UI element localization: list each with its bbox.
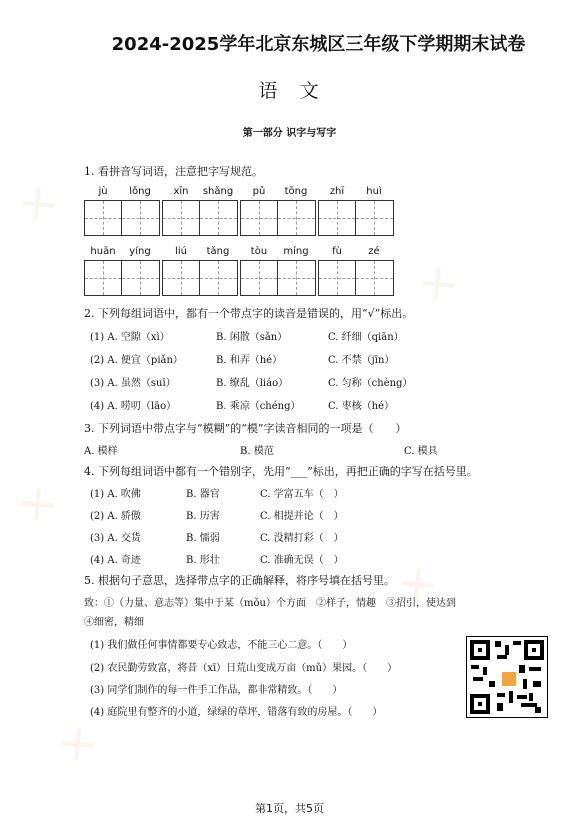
writing-grid[interactable]: [318, 200, 394, 236]
pinyin: zhī: [329, 186, 345, 197]
q5-item[interactable]: (2) 农民勤劳致富，将昔（xī）日荒山变成万亩（mǔ）果园。（ ）: [90, 663, 398, 674]
q4-option[interactable]: C. 准确无误（ ）: [260, 555, 344, 566]
q4-option[interactable]: B. 历害: [186, 511, 220, 522]
pinyin: jù: [98, 186, 108, 197]
pinyin: huì: [366, 186, 382, 197]
q3-option[interactable]: A. 模样: [84, 446, 118, 457]
question-5-stem: 5. 根据句子意思，选择带点字的正确解释，将序号填在括号里。: [84, 574, 395, 587]
pinyin: fù: [332, 246, 342, 257]
page-footer: 第1页，共5页: [255, 802, 324, 815]
watermark-logo: ✕: [7, 174, 69, 237]
pinyin: shǎng: [202, 186, 234, 197]
pinyin: tōng: [284, 186, 308, 197]
q2-option[interactable]: (3) A. 虽然（suī）: [90, 378, 176, 389]
pinyin: tòu: [250, 246, 268, 257]
writing-grid[interactable]: [84, 200, 160, 236]
writing-grid[interactable]: [162, 260, 238, 296]
pinyin: liú: [175, 246, 187, 257]
q2-option[interactable]: C. 枣核（hé）: [328, 401, 395, 412]
watermark-logo: ✕: [387, 554, 449, 617]
pinyin: pǔ: [252, 186, 266, 197]
watermark-logo: ✕: [407, 254, 469, 317]
q2-option[interactable]: B. 闲散（sǎn）: [216, 332, 288, 343]
pinyin: yíng: [129, 246, 151, 257]
q2-option[interactable]: C. 不禁（jīn）: [328, 355, 395, 366]
definition-line: 致：①（力量、意志等）集中于某（mǒu）个方面 ②样子，情趣 ③招引，使达到: [84, 598, 456, 609]
qr-code-icon[interactable]: [466, 636, 548, 718]
pinyin: huān: [90, 246, 116, 257]
q4-option[interactable]: B. 形壮: [186, 555, 220, 566]
q2-option[interactable]: C. 匀称（chèng）: [328, 378, 413, 389]
q4-option[interactable]: C. 没精打彩（ ）: [260, 533, 344, 544]
q2-option[interactable]: (4) A. 唠叨（lāo）: [90, 401, 177, 412]
q4-option[interactable]: (4) A. 奇迹: [90, 555, 141, 566]
q4-option[interactable]: C. 相提并论（ ）: [260, 511, 344, 522]
watermark-logo: ✕: [7, 474, 69, 537]
q2-option[interactable]: (2) A. 便宜（piǎn）: [90, 355, 183, 366]
q2-option[interactable]: (1) A. 空隙（xì）: [90, 332, 170, 343]
pinyin: míng: [283, 246, 309, 257]
definition-line: ④细密，精细: [84, 617, 144, 628]
pinyin: lǒng: [129, 186, 151, 197]
q2-option[interactable]: B. 乘凉（chéng）: [216, 401, 301, 412]
q4-option[interactable]: (1) A. 吹佛: [90, 489, 141, 500]
q5-item[interactable]: (3) 同学们制作的每一件手工作品，都非常精致。（ ）: [90, 685, 343, 696]
q5-item[interactable]: (4) 庭院里有整齐的小道，绿绿的草坪，错落有致的房屋。（ ）: [90, 707, 383, 718]
watermark-logo: ✕: [47, 714, 109, 777]
question-4-stem: 4. 下列每组词语中都有一个错别字，先用“___”标出，再把正确的字写在括号里。: [84, 465, 478, 478]
question-1-stem: 1. 看拼音写词语，注意把字写规范。: [84, 165, 263, 178]
q5-item[interactable]: (1) 我们做任何事情都要专心致志，不能三心二意。（ ）: [90, 640, 353, 651]
q4-option[interactable]: C. 学富五车（ ）: [260, 489, 344, 500]
writing-grid[interactable]: [162, 200, 238, 236]
writing-grid[interactable]: [318, 260, 394, 296]
q4-option[interactable]: B. 懦弱: [186, 533, 220, 544]
q4-option[interactable]: B. 器官: [186, 489, 220, 500]
q2-option[interactable]: B. 和弄（hé）: [216, 355, 283, 366]
writing-grid[interactable]: [84, 260, 160, 296]
section-heading: 第一部分 识字与写字: [242, 128, 337, 139]
q2-option[interactable]: B. 缭乱（liáo）: [216, 378, 289, 389]
q3-option[interactable]: B. 模范: [240, 446, 274, 457]
writing-grid[interactable]: [240, 200, 316, 236]
question-3-stem: 3. 下列词语中带点字与“模糊”的“模”字读音相同的一项是（ ）: [84, 422, 407, 435]
exam-title: 2024-2025学年北京东城区三年级下学期期末试卷: [111, 34, 526, 55]
question-2-stem: 2. 下列每组词语中，都有一个带点字的读音是错误的，用“√”标出。: [84, 307, 414, 320]
q3-option[interactable]: C. 模具: [404, 446, 438, 457]
pinyin: tǎng: [206, 246, 230, 257]
q4-option[interactable]: (2) A. 骄傲: [90, 511, 141, 522]
pinyin: xīn: [173, 186, 189, 197]
pinyin: zé: [368, 246, 380, 257]
q2-option[interactable]: C. 纤细（qiān）: [328, 332, 404, 343]
q4-option[interactable]: (3) A. 交货: [90, 533, 141, 544]
writing-grid[interactable]: [240, 260, 316, 296]
subject-title: 语文: [258, 80, 341, 102]
